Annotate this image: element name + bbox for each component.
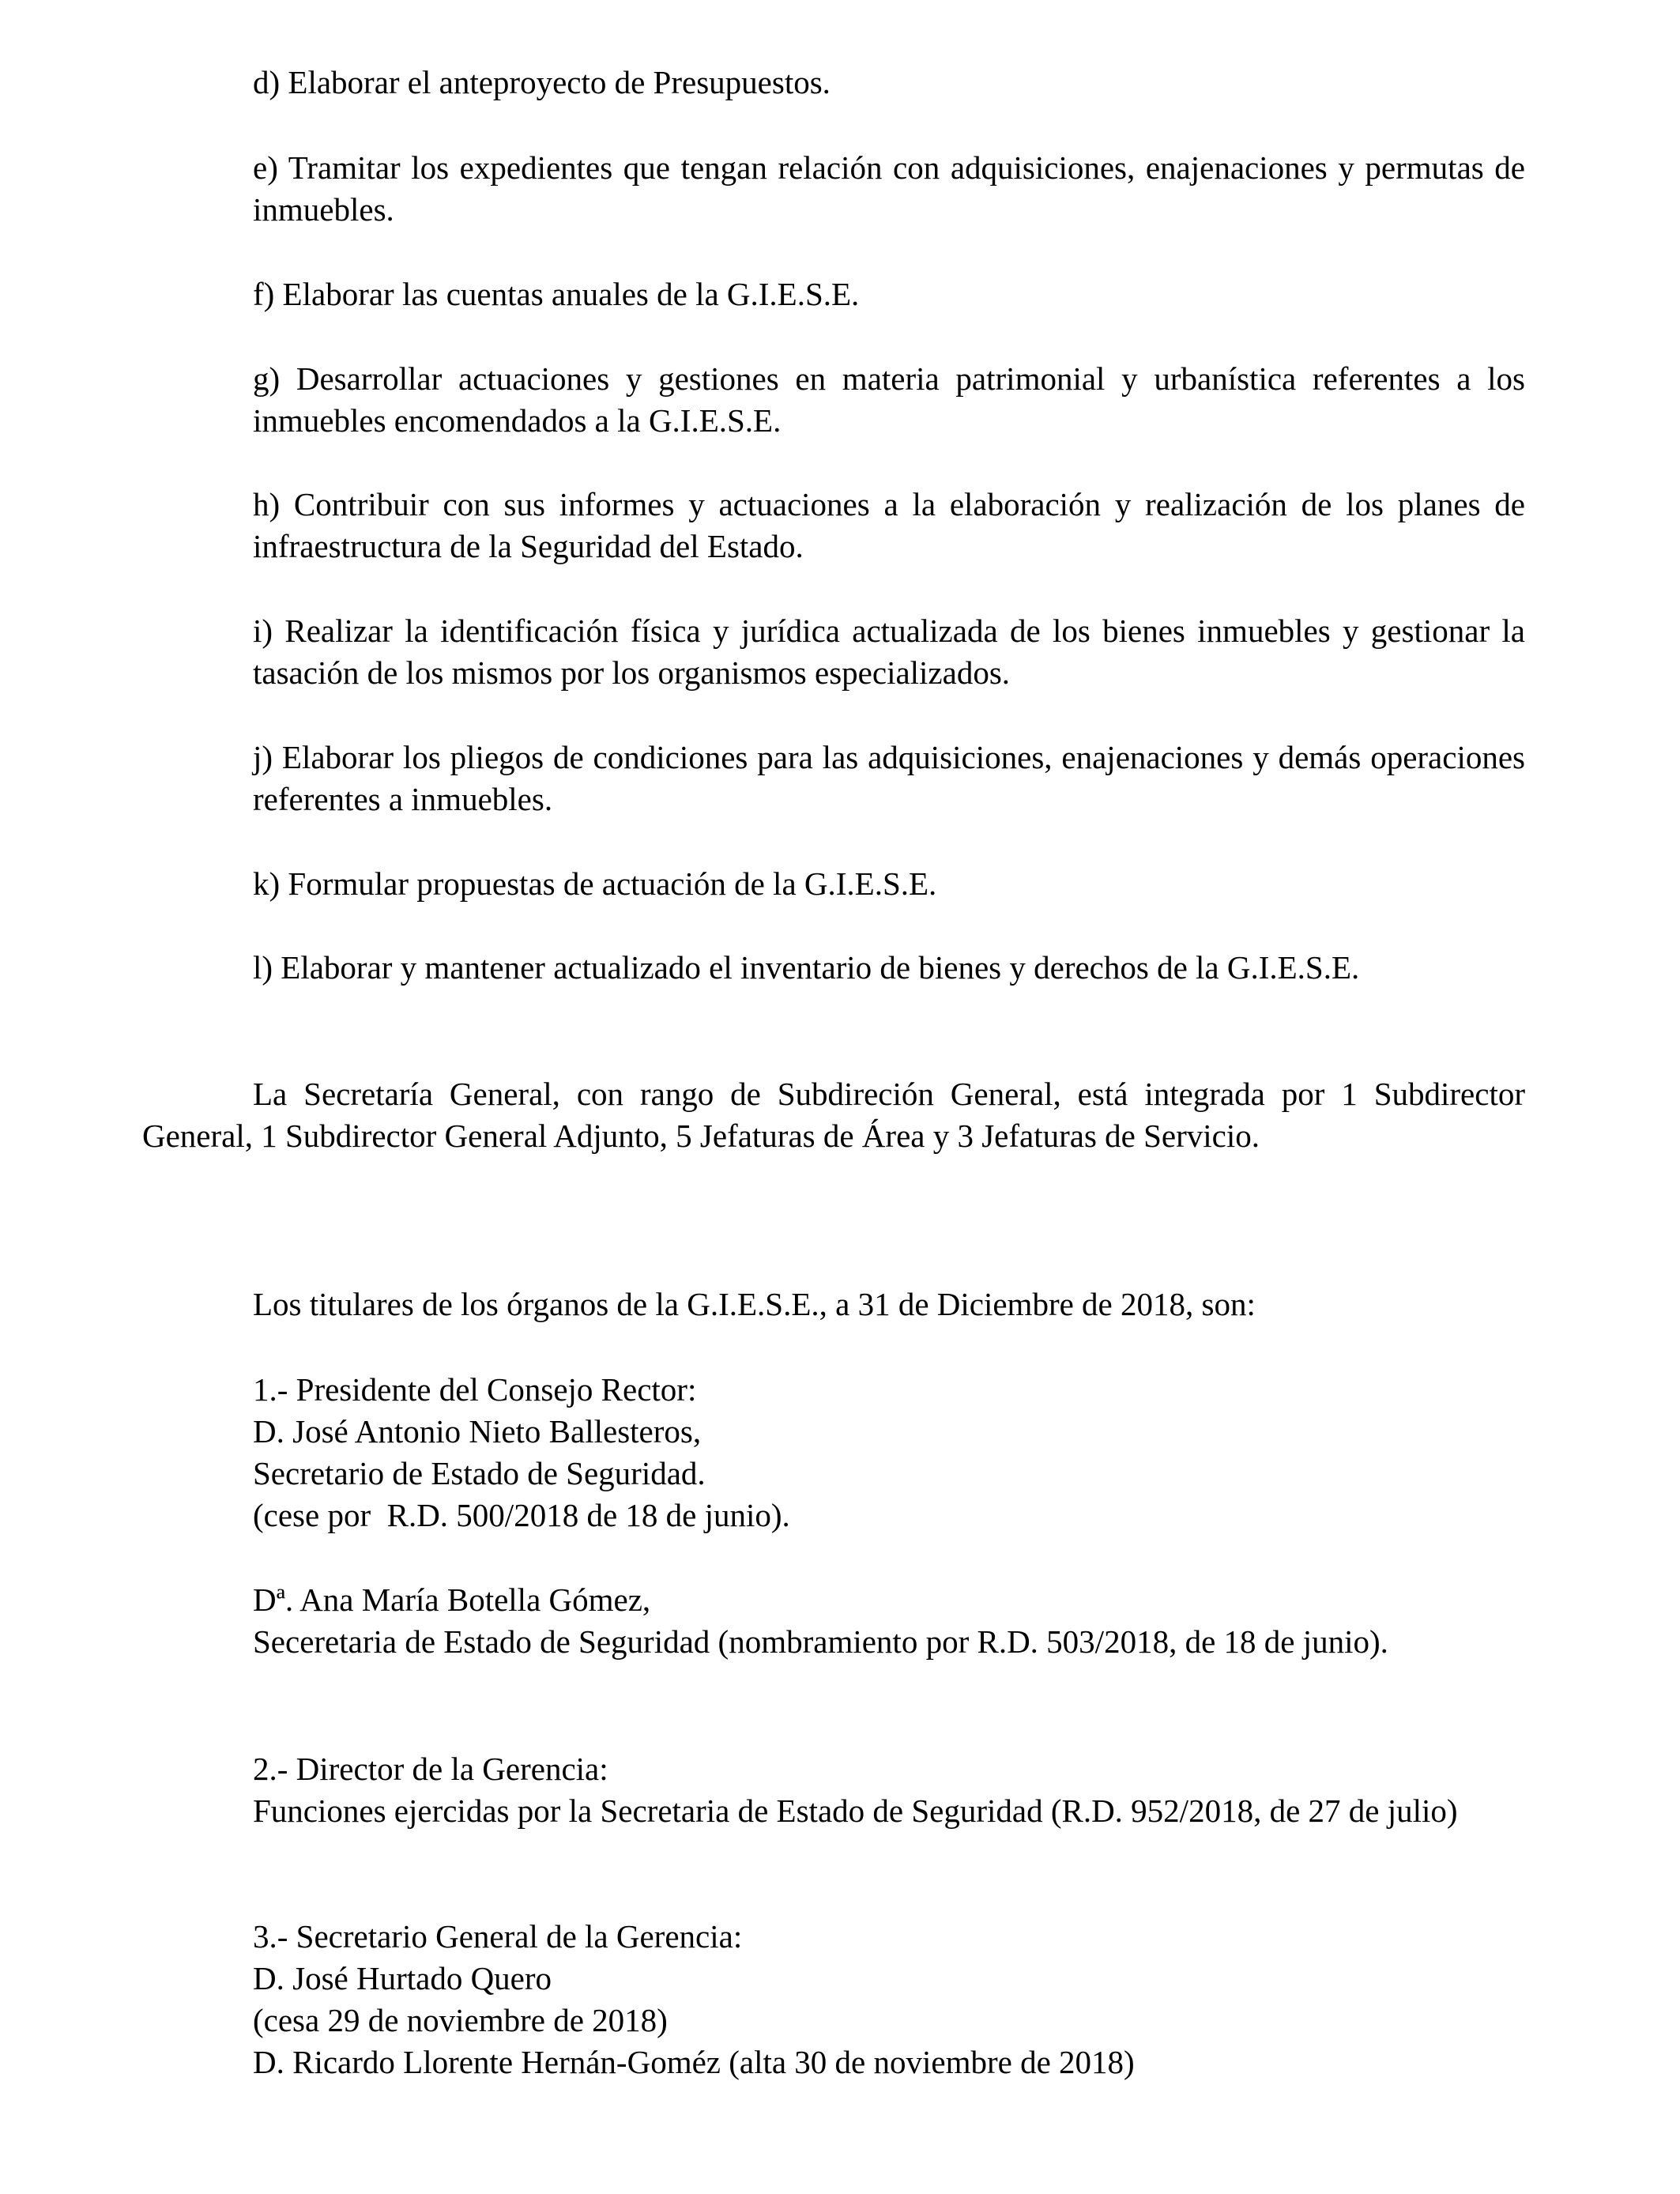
presidenta-name: Dª. Ana María Botella Gómez, xyxy=(253,1581,651,1618)
list-item-e: e) Tramitar los expedientes que tengan relación con adquisiciones, enajenaciones y permutas de inmuebles. xyxy=(253,149,1525,228)
presidente-note: (cese por R.D. 500/2018 de 18 de junio). xyxy=(253,1497,790,1533)
secretario-section xyxy=(253,1916,1525,2083)
list-item-f: f) Elaborar las cuentas anuales de la G.I.E.S.E. xyxy=(253,276,860,312)
list-item-j: j) Elaborar los pliegos de condiciones para las adquisiciones, enajenaciones y demás operaciones referentes a inmuebles. xyxy=(253,739,1525,817)
presidente-role: Secretario de Estado de Seguridad. xyxy=(253,1455,706,1491)
list-item-i: i) Realizar la identificación física y jurídica actualizada de los bienes inmuebles y gestionar la tasación de los mismos por los organismos especializados. xyxy=(253,613,1525,691)
secretario-name-2: D. Ricardo Llorente Hernán-Goméz (alta 30 de noviembre de 2018) xyxy=(253,2044,1135,2080)
presidente-heading: 1.- Presidente del Consejo Rector: xyxy=(253,1371,697,1408)
secretario-heading: 3.- Secretario General de la Gerencia: xyxy=(253,1918,743,1955)
list-item-g: g) Desarrollar actuaciones y gestiones en materia patrimonial y urbanística referentes a los inmuebles encomendados a la G.I.E.S.E. xyxy=(253,360,1525,439)
list-item-d: d) Elaborar el anteproyecto de Presupuestos. xyxy=(253,64,831,100)
director-text: Funciones ejercidas por la Secretaria de Estado de Seguridad (R.D. 952/2018, de 27 de julio) xyxy=(253,1793,1458,1829)
presidenta-section xyxy=(253,1579,1525,1663)
secretario-note-1: (cesa 29 de noviembre de 2018) xyxy=(253,2002,668,2038)
list-item-k: k) Formular propuestas de actuación de la G.I.E.S.E. xyxy=(253,865,937,902)
secretario-name-1: D. José Hurtado Quero xyxy=(253,1960,552,1996)
presidente-section xyxy=(253,1369,1525,1536)
presidente-name: D. José Antonio Nieto Ballesteros, xyxy=(253,1413,702,1449)
list-item-h: h) Contribuir con sus informes y actuaciones a la elaboración y realización de los planes de infraestructura de la Seguridad del Estado. xyxy=(253,486,1525,564)
secretaria-general-paragraph: La Secretaría General, con rango de Subdireción General, está integrada por 1 Subdirector General, 1 Subdirector General Adjunto, 5 Jefaturas de Área y 3 Jefaturas de Servicio. xyxy=(142,1076,1525,1154)
director-heading: 2.- Director de la Gerencia: xyxy=(253,1751,608,1787)
titulares-intro: Los titulares de los órganos de la G.I.E.S.E., a 31 de Diciembre de 2018, son: xyxy=(253,1286,1256,1322)
director-section xyxy=(253,1748,1525,1832)
presidenta-role: Seceretaria de Estado de Seguridad (nombramiento por R.D. 503/2018, de 18 de junio). xyxy=(253,1623,1388,1660)
list-item-l: l) Elaborar y mantener actualizado el inventario de bienes y derechos de la G.I.E.S.E. xyxy=(253,949,1360,986)
